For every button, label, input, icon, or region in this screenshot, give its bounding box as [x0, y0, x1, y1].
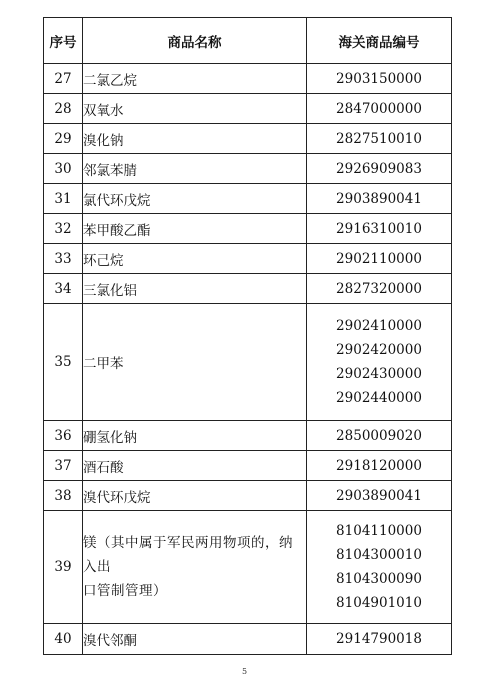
page-number: 5 [241, 667, 248, 676]
row-number: 34 [44, 274, 83, 304]
table-row [44, 154, 452, 184]
row-number: 30 [44, 154, 83, 184]
commodity-name [83, 511, 307, 624]
header-serial-number: 序号 [44, 18, 83, 64]
table-row [44, 304, 452, 421]
row-number: 40 [44, 624, 83, 655]
customs-code: 2847000000 [307, 94, 452, 124]
row-number: 37 [44, 451, 83, 481]
customs-code: 8104901010 [336, 595, 422, 611]
commodity-name: 邻氯苯腈 [83, 154, 307, 184]
customs-code-list [307, 304, 452, 421]
customs-code: 8104300010 [336, 547, 422, 563]
header-customs-code: 海关商品编号 [307, 18, 452, 64]
customs-code: 2902410000 [336, 318, 422, 334]
commodity-name: 双氧水 [83, 94, 307, 124]
table-row [44, 451, 452, 481]
customs-code: 2903890041 [307, 481, 452, 511]
customs-code: 2902110000 [307, 244, 452, 274]
commodity-name: 酒石酸 [83, 451, 307, 481]
customs-code: 8104110000 [336, 523, 422, 539]
customs-code-list [307, 511, 452, 624]
commodity-name: 二氯乙烷 [83, 64, 307, 94]
commodity-table [43, 17, 452, 655]
commodity-name-line: 镁（其中属于军民两用物项的，纳入出 [83, 535, 293, 575]
row-number: 36 [44, 421, 83, 451]
table-row [44, 624, 452, 655]
commodity-name: 二甲苯 [83, 304, 307, 421]
customs-code: 2850009020 [307, 421, 452, 451]
commodity-name: 硼氢化钠 [83, 421, 307, 451]
row-number: 28 [44, 94, 83, 124]
commodity-name: 溴代邻酮 [83, 624, 307, 655]
customs-code: 2914790018 [307, 624, 452, 655]
commodity-name-line: 口管制管理） [83, 583, 167, 599]
table-row [44, 274, 452, 304]
customs-code: 2902420000 [336, 342, 422, 358]
customs-code: 2903890041 [307, 184, 452, 214]
row-number: 27 [44, 64, 83, 94]
customs-code: 2902440000 [336, 390, 422, 406]
row-number: 35 [44, 304, 83, 421]
table-row [44, 511, 452, 624]
customs-code: 2918120000 [307, 451, 452, 481]
header-commodity-name: 商品名称 [83, 18, 307, 64]
table-row [44, 421, 452, 451]
customs-code: 2827510010 [307, 124, 452, 154]
commodity-name: 溴化钠 [83, 124, 307, 154]
table-row [44, 244, 452, 274]
commodity-name: 苯甲酸乙酯 [83, 214, 307, 244]
customs-code: 2926909083 [307, 154, 452, 184]
table-row [44, 481, 452, 511]
table-row [44, 184, 452, 214]
commodity-name: 溴代环戊烷 [83, 481, 307, 511]
table-row [44, 64, 452, 94]
commodity-name: 氯代环戊烷 [83, 184, 307, 214]
commodity-name: 三氯化铝 [83, 274, 307, 304]
customs-code: 2903150000 [307, 64, 452, 94]
row-number: 31 [44, 184, 83, 214]
customs-code: 2902430000 [336, 366, 422, 382]
table-row [44, 124, 452, 154]
customs-code: 8104300090 [336, 571, 422, 587]
row-number: 39 [44, 511, 83, 624]
customs-code: 2827320000 [307, 274, 452, 304]
row-number: 38 [44, 481, 83, 511]
commodity-name: 环己烷 [83, 244, 307, 274]
table-row [44, 94, 452, 124]
customs-code: 2916310010 [307, 214, 452, 244]
row-number: 29 [44, 124, 83, 154]
row-number: 32 [44, 214, 83, 244]
table-row [44, 214, 452, 244]
table-header-row [44, 18, 452, 64]
row-number: 33 [44, 244, 83, 274]
